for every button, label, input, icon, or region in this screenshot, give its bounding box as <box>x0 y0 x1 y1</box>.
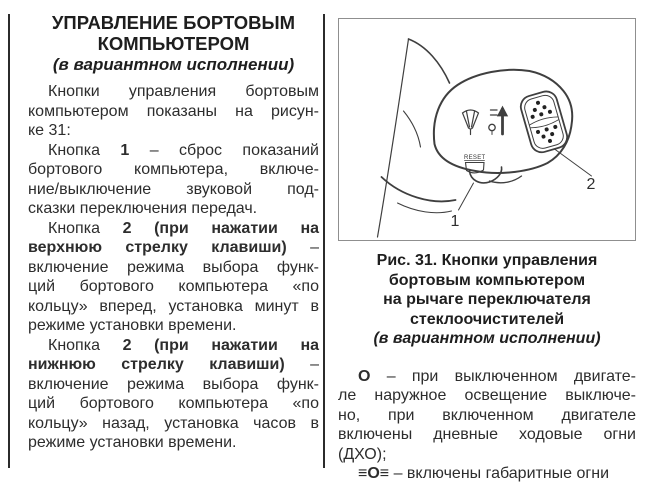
text-line: Рис. 31. Кнопки управления <box>376 252 598 269</box>
paragraph <box>338 464 636 484</box>
left-column <box>28 12 319 453</box>
text-line: Кнопки управления бортовым <box>48 83 319 100</box>
rocker-down-arrow-dots <box>536 124 562 145</box>
text-line: бортовым компьютером <box>388 271 586 289</box>
clipped-bottom-line <box>338 464 636 482</box>
text-line: КОМПЬЮТЕРОМ <box>97 33 250 54</box>
column-divider-rule <box>323 14 325 468</box>
text-line: на рычаге переключателя <box>383 291 591 308</box>
rocker-up-arrow-dots <box>527 98 553 119</box>
reset-label: RESET <box>464 155 486 161</box>
callout-2: 2 <box>586 176 596 193</box>
text-line: Кнопка 2 (при нажатии на <box>48 219 320 237</box>
text-line: ле наружное освещение выключе- <box>338 387 636 404</box>
left-column-body <box>28 82 319 453</box>
text-line: включены дневные ходовые огни <box>338 426 636 443</box>
text-line: режиме установки времени. <box>28 317 237 334</box>
paragraph <box>28 219 319 336</box>
article-title <box>28 12 319 54</box>
text-line: Кнопка 2 (при нажатии на <box>48 336 320 354</box>
page-left-rule <box>8 14 10 468</box>
figure-31-caption <box>338 251 636 329</box>
text-line: ние/выключение звуковой под- <box>28 180 319 198</box>
text-line: ций бортового компьютера «по <box>28 278 319 295</box>
right-column <box>338 12 636 482</box>
text-line: ≡О≡ – включены габаритные огни <box>358 465 610 482</box>
text-line: но, при включенном двигателе <box>338 406 636 424</box>
text-line: кольцу» назад, установка часов в <box>28 414 319 432</box>
brightness-slider-icon <box>489 107 508 135</box>
paragraph <box>28 336 319 453</box>
text-line: режиме установки времени. <box>28 434 237 451</box>
text-line: включение режима выбора функ- <box>28 375 319 393</box>
wiper-icon <box>463 110 479 135</box>
figure-31-frame <box>338 18 636 241</box>
callout-1: 1 <box>450 213 460 230</box>
paragraph <box>28 82 319 141</box>
figure-31-drawing <box>339 19 634 240</box>
text-line: УПРАВЛЕНИЕ БОРТОВЫМ <box>51 12 296 33</box>
text-line: Кнопка 1 – сброс показаний <box>48 141 319 159</box>
paragraph <box>338 367 636 465</box>
text-line: О – при выключенном двигате- <box>358 367 636 385</box>
text-line: ций бортового компьютера «по <box>28 395 319 412</box>
callout-1-leader <box>459 183 474 210</box>
text-line: включение режима выбора функ- <box>28 258 319 276</box>
right-column-body <box>338 367 636 465</box>
steering-column <box>378 39 456 237</box>
text-line: ке 31: <box>28 122 71 139</box>
article-subtitle: (в вариантном исполнении) <box>52 55 295 74</box>
text-line: бортового компьютера, включе- <box>28 161 319 178</box>
text-line: компьютером показаны на рисун- <box>28 102 319 120</box>
text-line: (ДХО); <box>338 445 387 463</box>
text-line: кольцу» вперед, установка минут в <box>28 297 319 315</box>
rocker-button <box>518 89 570 155</box>
callout-2-leader <box>555 149 592 176</box>
text-line: сказки переключения передач. <box>28 200 258 217</box>
text-line: верхнюю стрелку клавиши) – <box>28 239 320 256</box>
text-line: нижнюю стрелку клавиши) – <box>28 356 320 373</box>
paragraph <box>28 141 319 219</box>
figure-31-caption-variant: (в вариантном исполнении) <box>373 330 601 347</box>
text-line: стеклоочистителей <box>409 310 565 328</box>
